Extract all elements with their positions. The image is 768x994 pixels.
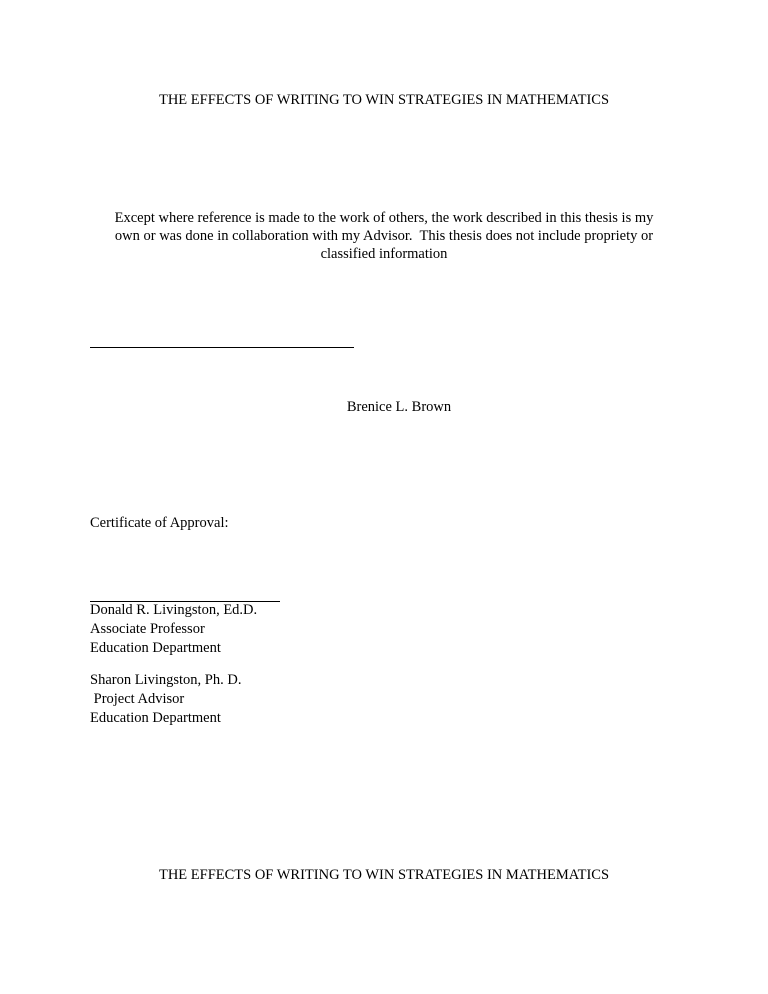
originality-statement — [90, 209, 678, 263]
statement-line: own or was done in collaboration with my Advisor. This thesis does not include propriety or — [114, 228, 654, 244]
approver-name: Sharon Livingston, Ph. D. — [90, 672, 242, 688]
thesis-title-top: THE EFFECTS OF WRITING TO WIN STRATEGIES IN MATHEMATICS — [158, 92, 610, 108]
approver-block — [90, 671, 241, 728]
statement-line: classified information — [320, 246, 448, 262]
approver-name: Donald R. Livingston, Ed.D. — [90, 602, 258, 618]
author-name-text: Brenice L. Brown — [346, 399, 452, 415]
certificate-of-approval-label: Certificate of Approval: — [90, 515, 229, 531]
approver-role: Project Advisor — [90, 691, 185, 707]
statement-line: Except where reference is made to the work of others, the work described in this thesis is my — [114, 210, 654, 226]
author-name — [0, 399, 768, 416]
approver-department: Education Department — [90, 640, 221, 656]
thesis-title-bottom: THE EFFECTS OF WRITING TO WIN STRATEGIES IN MATHEMATICS — [158, 867, 610, 883]
author-signature-line — [90, 346, 354, 348]
approver-department: Education Department — [90, 710, 221, 726]
approver-block — [90, 601, 257, 658]
approver-role: Associate Professor — [90, 621, 205, 637]
